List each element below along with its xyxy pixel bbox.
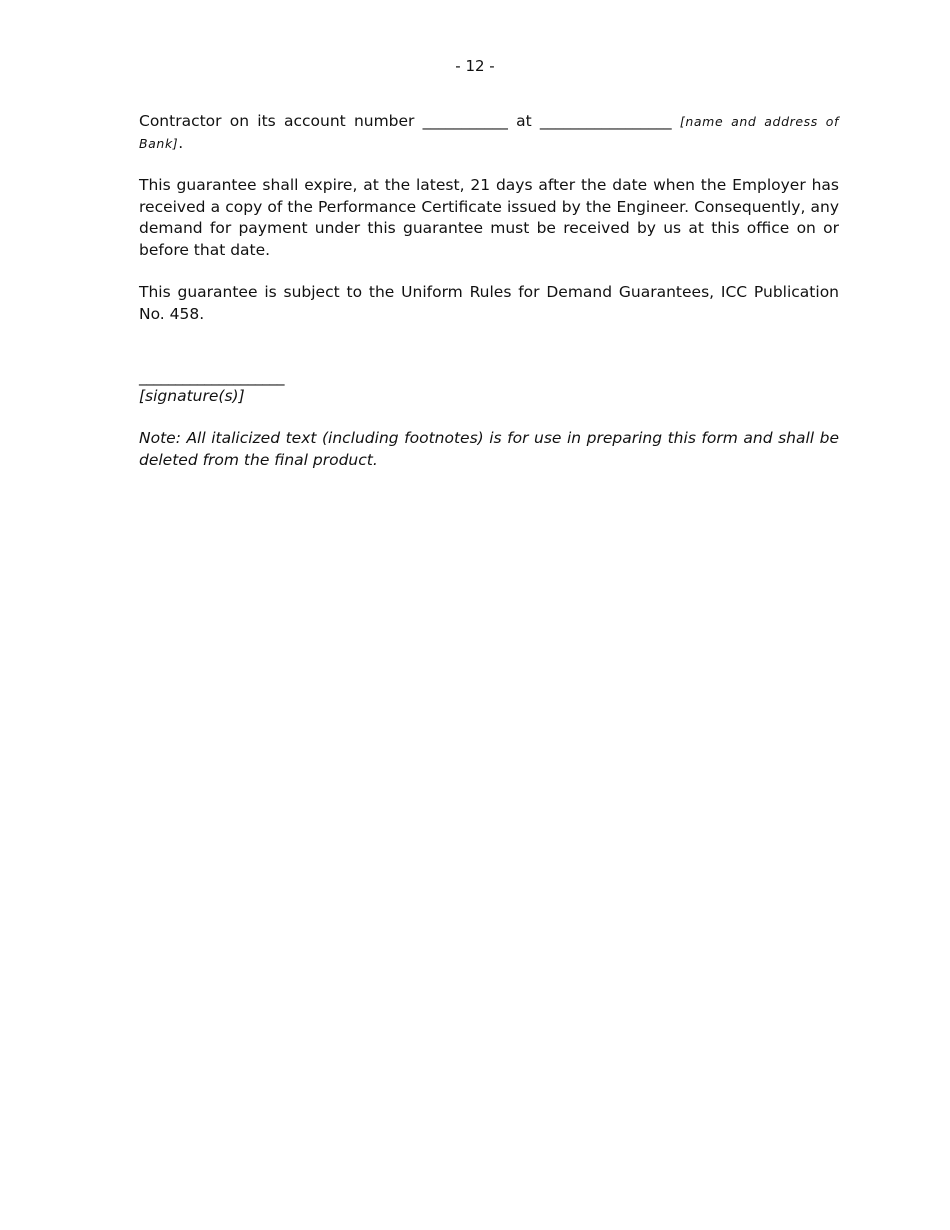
bank-name-placeholder: [name and address of Bank]	[139, 114, 839, 151]
account-period: .	[178, 133, 184, 152]
account-text: Contractor on its account number ___________ at _________________	[139, 112, 680, 130]
page-number: - 12 -	[455, 57, 495, 75]
signature-line: ____________________	[139, 368, 284, 386]
note-paragraph: Note: All italicized text (including footnotes) is for use in preparing this form and shall be deleted from the final product.	[139, 429, 839, 469]
account-paragraph	[139, 111, 839, 154]
signature-block	[139, 368, 839, 407]
signature-label: [signature(s)]	[139, 387, 245, 405]
rules-paragraph: This guarantee is subject to the Uniform Rules for Demand Guarantees, ICC Publication No. 458.	[139, 283, 839, 323]
expiry-paragraph: This guarantee shall expire, at the latest, 21 days after the date when the Employer has received a copy of the Performance Certificate issued by the Engineer. Consequently, any demand for payment under this guarantee must be received by us at this office on or before that date.	[139, 176, 839, 259]
document-body	[139, 111, 839, 492]
